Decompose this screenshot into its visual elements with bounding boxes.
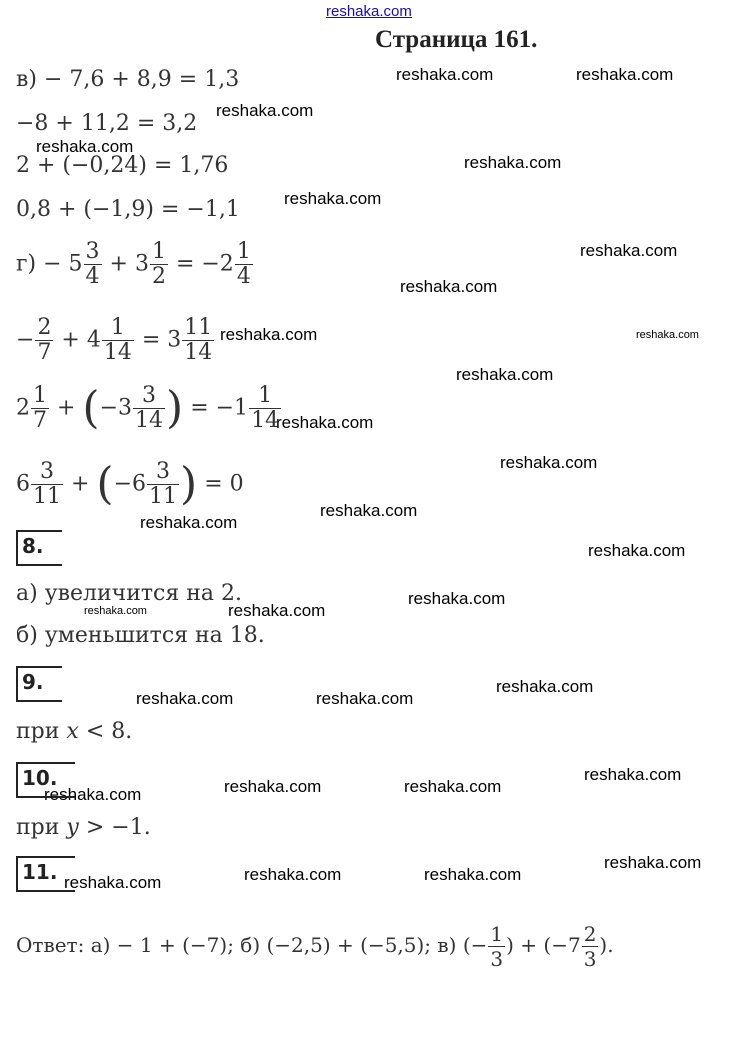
fraction [150, 240, 168, 289]
expr-text: 2 [16, 395, 30, 421]
denominator: 14 [184, 340, 213, 365]
right-paren: ) [180, 458, 198, 510]
numerator: 1 [151, 239, 166, 264]
watermark: reshaka.com [500, 453, 598, 472]
expr-text: = 0 [197, 471, 244, 497]
task-number-8: 8. [16, 530, 62, 566]
watermark: reshaka.com [140, 513, 238, 532]
expr-text: + [64, 471, 97, 497]
watermark: reshaka.com [316, 689, 414, 708]
watermark: reshaka.com [84, 605, 147, 617]
expr-v2: −8 + 11,2 = 3,2 [16, 111, 198, 136]
fraction [31, 384, 49, 433]
expr-text: ). [599, 933, 614, 957]
denominator: 3 [490, 947, 504, 971]
watermark: reshaka.com [408, 589, 506, 608]
expr-text: = −2 [168, 251, 234, 277]
watermark: reshaka.com [584, 765, 682, 784]
watermark: reshaka.com [396, 65, 494, 84]
expr-text: + 3 [102, 251, 149, 277]
expr-text: −6 [113, 471, 147, 497]
expr-text: > −1. [78, 815, 151, 840]
fraction [84, 240, 102, 289]
watermark: reshaka.com [496, 677, 594, 696]
left-paren: ( [82, 382, 100, 434]
numerator: 1 [33, 383, 47, 408]
expr-text: − [16, 327, 35, 353]
watermark: reshaka.com [216, 101, 314, 120]
fraction [133, 384, 165, 433]
expr-text: при [16, 719, 67, 744]
expr-text: г) − 5 [16, 251, 83, 277]
numerator: 1 [236, 239, 251, 264]
watermark: reshaka.com [464, 153, 562, 172]
watermark: reshaka.com [636, 329, 699, 341]
expr-g2 [16, 316, 215, 365]
denominator: 14 [103, 340, 132, 365]
expr-text: 6 [16, 471, 30, 497]
expr-g1 [16, 240, 254, 289]
watermark: reshaka.com [44, 785, 142, 804]
expr-text: = −1 [183, 395, 249, 421]
numerator: 3 [40, 459, 54, 484]
denominator: 7 [37, 340, 52, 365]
task-number-9: 9. [16, 666, 62, 702]
expr-v1: в) − 7,6 + 8,9 = 1,3 [16, 67, 240, 92]
task-9-answer [16, 718, 132, 746]
numerator: 11 [184, 315, 213, 340]
denominator: 14 [135, 408, 164, 433]
numerator: 1 [490, 922, 504, 946]
watermark: reshaka.com [36, 137, 134, 156]
expr-v3: 2 + (−0,24) = 1,76 [16, 153, 229, 178]
watermark: reshaka.com [244, 865, 342, 884]
expr-text: < 8. [78, 719, 133, 744]
numerator: 2 [583, 922, 597, 946]
denominator: 11 [33, 484, 61, 509]
denominator: 11 [149, 484, 178, 509]
watermark: reshaka.com [64, 873, 162, 892]
expr-text: −3 [99, 395, 133, 421]
fraction [488, 922, 505, 971]
fraction [582, 922, 599, 971]
watermark: reshaka.com [424, 865, 522, 884]
denominator: 4 [236, 264, 251, 289]
watermark: reshaka.com [400, 277, 498, 296]
watermark: reshaka.com [228, 601, 326, 620]
numerator: 3 [142, 383, 157, 408]
fraction [31, 460, 63, 509]
watermark: reshaka.com [284, 189, 382, 208]
task-number-10: 10. [16, 762, 75, 798]
watermark: reshaka.com [604, 853, 702, 872]
numerator: 2 [37, 315, 52, 340]
task-8-answer-a: а) увеличится на 2. [16, 581, 243, 606]
numerator: 3 [156, 459, 171, 484]
fraction [235, 240, 253, 289]
task-10-answer [16, 814, 151, 842]
watermark: reshaka.com [136, 689, 234, 708]
watermark: reshaka.com [276, 413, 374, 432]
denominator: 7 [33, 408, 47, 433]
fraction [147, 460, 179, 509]
fraction [182, 316, 214, 365]
watermark: reshaka.com [220, 325, 318, 344]
numerator: 1 [258, 383, 273, 408]
numerator: 1 [110, 315, 125, 340]
expr-text: ) + (−7 [506, 933, 581, 957]
fraction [102, 316, 134, 365]
task-11-answer [16, 922, 614, 971]
variable: y [66, 815, 79, 840]
right-paren: ) [166, 382, 184, 434]
numerator: 3 [85, 239, 100, 264]
expr-text: Ответ: а) − 1 + (−7); б) (−2,5) + (−5,5); в) (− [16, 933, 488, 957]
denominator: 4 [85, 264, 100, 289]
site-link[interactable]: reshaka.com [326, 3, 412, 20]
fraction [249, 384, 281, 433]
task-8-answer-b: б) уменьшится на 18. [16, 623, 265, 648]
expr-text: + [50, 395, 83, 421]
page-title: Страница 161. [375, 26, 538, 53]
left-paren: ( [96, 458, 114, 510]
fraction [35, 316, 53, 365]
watermark: reshaka.com [456, 365, 554, 384]
denominator: 2 [151, 264, 166, 289]
variable: x [66, 719, 79, 744]
watermark: reshaka.com [224, 777, 322, 796]
expr-g3 [16, 384, 282, 433]
watermark: reshaka.com [588, 541, 686, 560]
expr-text: = 3 [134, 327, 182, 353]
expr-g4 [16, 460, 244, 509]
watermark: reshaka.com [404, 777, 502, 796]
expr-text: при [16, 815, 67, 840]
expr-text: + 4 [54, 327, 101, 353]
watermark: reshaka.com [576, 65, 674, 84]
denominator: 14 [251, 408, 280, 433]
watermark: reshaka.com [320, 501, 418, 520]
watermark: reshaka.com [580, 241, 678, 260]
task-number-11: 11. [16, 856, 75, 892]
denominator: 3 [583, 947, 597, 971]
expr-v4: 0,8 + (−1,9) = −1,1 [16, 197, 240, 222]
